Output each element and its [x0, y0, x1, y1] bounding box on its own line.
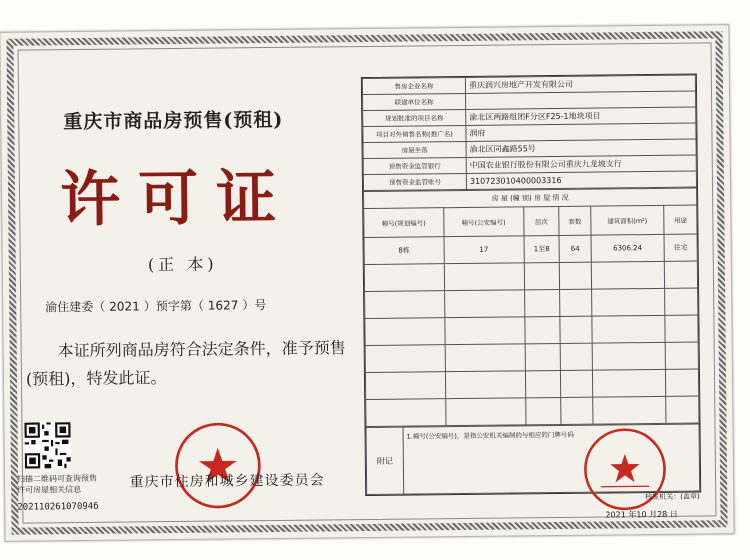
blank-row: [365, 342, 698, 372]
unit-header-cell: 建筑面积(m²): [590, 205, 664, 235]
unit-cell: 6306.24: [591, 234, 665, 262]
certificate-number: 渝住建委（ 2021 ）预字第（ 1627 ）号: [45, 298, 267, 315]
blank-row: [365, 315, 698, 345]
info-value: 渝北区同鑫路55号: [466, 139, 696, 157]
info-table: [362, 75, 697, 191]
notes-label: 附记: [366, 427, 404, 494]
unit-header-row: [364, 205, 697, 237]
unit-header-cell: 套数: [559, 206, 591, 235]
unit-cell: 17: [444, 236, 524, 264]
info-label: 房屋坐落: [363, 141, 466, 158]
description: 本证所列商品房符合法定条件，准予预售(预租)，特发此证。: [25, 338, 346, 389]
unit-cell: 8栋: [364, 237, 444, 265]
units-table: [363, 188, 699, 427]
unit-cell: 1至8: [524, 235, 560, 262]
unit-row: [364, 234, 697, 264]
info-label: 预售资金监管银行: [363, 157, 466, 174]
region-title: 重庆市商品房预售(预租): [63, 108, 284, 134]
unit-cell: 住宅: [664, 234, 697, 261]
issue-date: 2021 年10 月28 日: [605, 509, 678, 520]
certificate: [0, 24, 735, 542]
main-title: 许可证: [59, 162, 295, 236]
info-value: 中国农业银行股份有限公司重庆九龙坡支行: [466, 155, 696, 173]
section-header-row: 房 屋 (幢 别) 房 屋 情 况: [364, 188, 697, 208]
qr-code-icon[interactable]: [24, 422, 70, 468]
issuer: 重庆市住房和城乡建设委员会: [129, 472, 325, 491]
info-value: 310723010400003316: [466, 171, 696, 189]
issuing-authority: 核发机关：(盖章): [645, 492, 700, 502]
info-label: 规划批准的项目名称: [363, 109, 466, 126]
blank-row: [364, 261, 697, 291]
info-label: 联建单位名称: [363, 93, 466, 110]
official-seal-icon: [172, 420, 263, 511]
info-label: 售房企业名称: [362, 77, 465, 94]
info-value: 重庆润兴房地产开发有限公司: [465, 75, 695, 93]
qr-caption: 扫描二维码可查询预售许可房屋相关信息: [16, 473, 98, 495]
unit-header-cell: 幢号(规划编号): [364, 208, 444, 238]
info-label: 预售资金监管账号: [363, 173, 466, 190]
unit-header-cell: 层次: [523, 206, 559, 235]
notes-text: 1.幢号(公安编号)，是指公安机关编制的与相应的门牌号码: [403, 424, 700, 494]
copy-type: (正 本): [147, 254, 218, 275]
qr-id: 20211026107094б: [17, 501, 99, 513]
unit-cell: 64: [559, 235, 591, 262]
unit-header-cell: 用途: [664, 205, 697, 234]
blank-row: [366, 396, 699, 426]
info-value: 渝北区两路组团F分区F25-1地块项目: [466, 107, 696, 125]
blank-row: [365, 369, 698, 399]
info-label: 项目对外销售名称(推广名): [363, 125, 466, 142]
info-value: 润府: [466, 123, 696, 141]
blank-row: [365, 288, 698, 318]
unit-header-cell: 幢号(公安编号): [444, 207, 524, 237]
